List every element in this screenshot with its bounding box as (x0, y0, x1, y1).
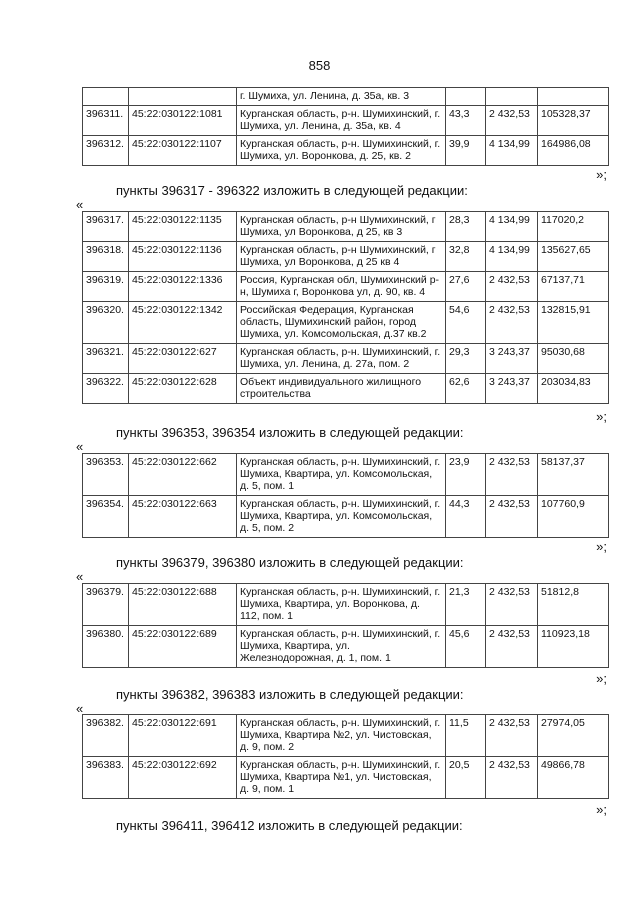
cadastral-value-cell: 203034,83 (538, 374, 609, 404)
area-cell: 39,9 (446, 136, 486, 166)
rate-cell: 2 432,53 (486, 272, 538, 302)
rate-cell (486, 88, 538, 106)
table-row (83, 626, 609, 668)
area-cell: 27,6 (446, 272, 486, 302)
register-table (82, 87, 609, 166)
address-cell: Российская Федерация, Курганская область, Шумихинский район, город Шумиха, ул. Комсомольская, д.37 кв.2 (237, 302, 446, 344)
item-number-cell: 396322. (83, 374, 129, 404)
cadastral-number-cell: 45:22:030122:689 (129, 626, 237, 668)
cadastral-number-cell: 45:22:030122:663 (129, 496, 237, 538)
table-row (83, 757, 609, 799)
rate-cell: 2 432,53 (486, 454, 538, 496)
item-number-cell: 396312. (83, 136, 129, 166)
table-row (83, 88, 609, 106)
area-cell: 29,3 (446, 344, 486, 374)
item-number-cell: 396382. (83, 715, 129, 757)
item-number-cell: 396321. (83, 344, 129, 374)
table-row (83, 584, 609, 626)
table-row (83, 242, 609, 272)
area-cell: 54,6 (446, 302, 486, 344)
cadastral-number-cell: 45:22:030122:1336 (129, 272, 237, 302)
opening-quote: « (76, 569, 84, 584)
page-number: 858 (308, 58, 331, 73)
rate-cell: 4 134,99 (486, 136, 538, 166)
cadastral-number-cell: 45:22:030122:1136 (129, 242, 237, 272)
table-row (83, 272, 609, 302)
table-row (83, 212, 609, 242)
address-cell: Курганская область, р-н. Шумихинский, г. Шумиха, Квартира, ул. Комсомольская, д. 5, пом. 2 (237, 496, 446, 538)
item-number-cell: 396320. (83, 302, 129, 344)
amendment-paragraph: пункты 396382, 396383 изложить в следующей редакции: (116, 687, 464, 702)
closing-quote: »; (596, 539, 607, 554)
item-number-cell: 396354. (83, 496, 129, 538)
rate-cell: 3 243,37 (486, 374, 538, 404)
amendment-paragraph: пункты 396411, 396412 изложить в следующей редакции: (116, 818, 463, 833)
area-cell (446, 88, 486, 106)
cadastral-value-cell: 27974,05 (538, 715, 609, 757)
rate-cell: 2 432,53 (486, 757, 538, 799)
area-cell: 11,5 (446, 715, 486, 757)
area-cell: 28,3 (446, 212, 486, 242)
item-number-cell (83, 88, 129, 106)
cadastral-number-cell: 45:22:030122:1135 (129, 212, 237, 242)
cadastral-value-cell: 132815,91 (538, 302, 609, 344)
cadastral-value-cell: 95030,68 (538, 344, 609, 374)
closing-quote: »; (596, 671, 607, 686)
cadastral-number-cell: 45:22:030122:662 (129, 454, 237, 496)
item-number-cell: 396353. (83, 454, 129, 496)
cadastral-value-cell: 107760,9 (538, 496, 609, 538)
rate-cell: 2 432,53 (486, 584, 538, 626)
cadastral-value-cell: 110923,18 (538, 626, 609, 668)
address-cell: Курганская область, р-н. Шумихинский, г. Шумиха, Квартира №1, ул. Чистовская, д. 9, пом. 1 (237, 757, 446, 799)
table-row (83, 496, 609, 538)
item-number-cell: 396379. (83, 584, 129, 626)
rate-cell: 3 243,37 (486, 344, 538, 374)
area-cell: 44,3 (446, 496, 486, 538)
address-cell: Курганская область, р-н. Шумихинский, г. Шумиха, ул. Ленина, д. 27а, пом. 2 (237, 344, 446, 374)
item-number-cell: 396383. (83, 757, 129, 799)
cadastral-number-cell: 45:22:030122:691 (129, 715, 237, 757)
closing-quote: »; (596, 167, 607, 182)
cadastral-value-cell: 135627,65 (538, 242, 609, 272)
table-row (83, 302, 609, 344)
cadastral-value-cell: 51812,8 (538, 584, 609, 626)
register-table (82, 211, 609, 404)
amendment-paragraph: пункты 396317 - 396322 изложить в следующей редакции: (116, 183, 468, 198)
address-cell: г. Шумиха, ул. Ленина, д. 35а, кв. 3 (237, 88, 446, 106)
cadastral-number-cell: 45:22:030122:692 (129, 757, 237, 799)
table-row (83, 344, 609, 374)
rate-cell: 2 432,53 (486, 106, 538, 136)
rate-cell: 2 432,53 (486, 302, 538, 344)
area-cell: 45,6 (446, 626, 486, 668)
table-row (83, 454, 609, 496)
area-cell: 62,6 (446, 374, 486, 404)
address-cell: Курганская область, р-н. Шумихинский, г. Шумиха, Квартира №2, ул. Чистовская, д. 9, пом. 2 (237, 715, 446, 757)
opening-quote: « (76, 439, 84, 454)
cadastral-value-cell: 164986,08 (538, 136, 609, 166)
table-row (83, 106, 609, 136)
rate-cell: 4 134,99 (486, 212, 538, 242)
cadastral-value-cell: 117020,2 (538, 212, 609, 242)
cadastral-number-cell: 45:22:030122:1081 (129, 106, 237, 136)
cadastral-number-cell: 45:22:030122:628 (129, 374, 237, 404)
register-table (82, 714, 609, 799)
item-number-cell: 396318. (83, 242, 129, 272)
cadastral-value-cell: 105328,37 (538, 106, 609, 136)
rate-cell: 2 432,53 (486, 626, 538, 668)
area-cell: 20,5 (446, 757, 486, 799)
area-cell: 21,3 (446, 584, 486, 626)
address-cell: Объект индивидуального жилищного строительства (237, 374, 446, 404)
cadastral-number-cell: 45:22:030122:627 (129, 344, 237, 374)
address-cell: Курганская область, р-н. Шумихинский, г. Шумиха, ул. Воронкова, д. 25, кв. 2 (237, 136, 446, 166)
item-number-cell: 396319. (83, 272, 129, 302)
closing-quote: »; (596, 409, 607, 424)
area-cell: 43,3 (446, 106, 486, 136)
rate-cell: 2 432,53 (486, 715, 538, 757)
register-table (82, 583, 609, 668)
cadastral-value-cell: 49866,78 (538, 757, 609, 799)
cadastral-value-cell (538, 88, 609, 106)
rate-cell: 4 134,99 (486, 242, 538, 272)
table-row (83, 374, 609, 404)
address-cell: Курганская область, р-н. Шумихинский, г. Шумиха, Квартира, ул. Железнодорожная, д. 1, пом. 1 (237, 626, 446, 668)
cadastral-number-cell: 45:22:030122:688 (129, 584, 237, 626)
amendment-paragraph: пункты 396353, 396354 изложить в следующей редакции: (116, 425, 464, 440)
address-cell: Курганская область, р-н Шумихинский, г Шумиха, ул Воронкова, д 25, кв 3 (237, 212, 446, 242)
address-cell: Россия, Курганская обл, Шумихинский р-н, Шумиха г, Воронкова ул, д. 90, кв. 4 (237, 272, 446, 302)
item-number-cell: 396311. (83, 106, 129, 136)
table-row (83, 136, 609, 166)
item-number-cell: 396317. (83, 212, 129, 242)
amendment-paragraph: пункты 396379, 396380 изложить в следующей редакции: (116, 555, 464, 570)
rate-cell: 2 432,53 (486, 496, 538, 538)
cadastral-value-cell: 67137,71 (538, 272, 609, 302)
item-number-cell: 396380. (83, 626, 129, 668)
area-cell: 32,8 (446, 242, 486, 272)
address-cell: Курганская область, р-н. Шумихинский, г. Шумиха, ул. Ленина, д. 35а, кв. 4 (237, 106, 446, 136)
cadastral-number-cell: 45:22:030122:1342 (129, 302, 237, 344)
opening-quote: « (76, 701, 84, 716)
area-cell: 23,9 (446, 454, 486, 496)
cadastral-number-cell (129, 88, 237, 106)
cadastral-number-cell: 45:22:030122:1107 (129, 136, 237, 166)
cadastral-value-cell: 58137,37 (538, 454, 609, 496)
closing-quote: »; (596, 802, 607, 817)
opening-quote: « (76, 197, 84, 212)
register-table (82, 453, 609, 538)
table-row (83, 715, 609, 757)
address-cell: Курганская область, р-н Шумихинский, г Шумиха, ул Воронкова, д 25 кв 4 (237, 242, 446, 272)
address-cell: Курганская область, р-н. Шумихинский, г. Шумиха, Квартира, ул. Комсомольская, д. 5, пом. 1 (237, 454, 446, 496)
address-cell: Курганская область, р-н. Шумихинский, г. Шумиха, Квартира, ул. Воронкова, д. 112, пом. 1 (237, 584, 446, 626)
